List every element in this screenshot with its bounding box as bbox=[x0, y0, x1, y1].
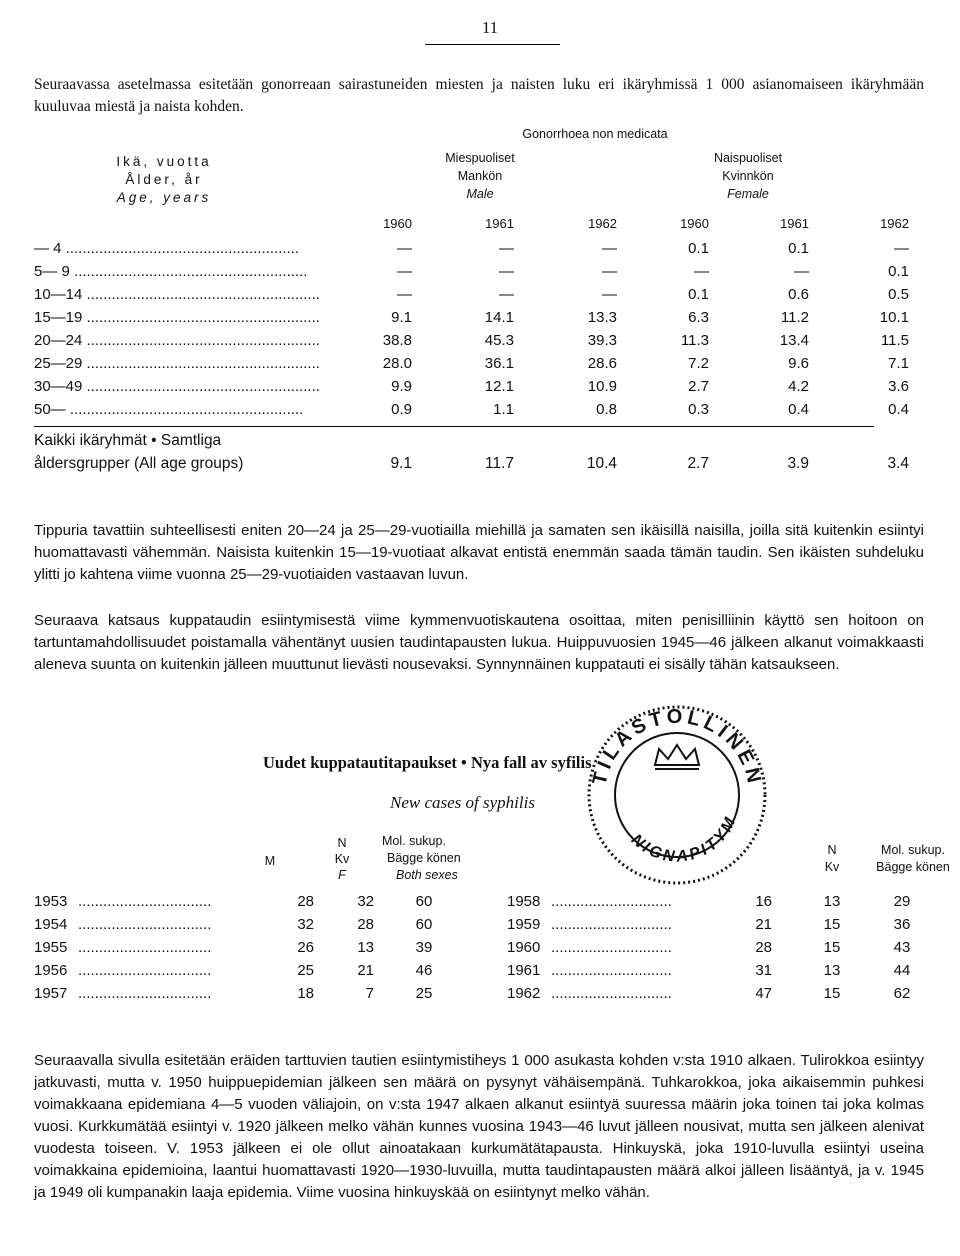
year: 1954 bbox=[34, 916, 68, 933]
cell: 10.4 bbox=[586, 455, 617, 472]
cell: — bbox=[499, 263, 514, 280]
table-row: 1961 ............................. 31 13 44 bbox=[507, 962, 947, 984]
cell: 13.4 bbox=[779, 332, 809, 349]
female-header-fi: Naispuoliset bbox=[713, 151, 783, 165]
cell: — bbox=[602, 240, 617, 257]
year-header: 1962 bbox=[880, 216, 909, 231]
cell: 7.1 bbox=[888, 355, 909, 372]
cell: 3.9 bbox=[787, 455, 809, 472]
age-label: 30—49 ........................................................ bbox=[34, 378, 320, 395]
cell: 4.2 bbox=[788, 378, 809, 395]
cell: — bbox=[602, 263, 617, 280]
cell: 11.3 bbox=[680, 332, 709, 349]
age-header-fi: Ikä, vuotta bbox=[116, 154, 212, 169]
cell: 46 bbox=[415, 962, 433, 979]
male-header-fi: Miespuoliset bbox=[445, 151, 515, 165]
table-row: 1954 ................................ 32 28 60 bbox=[34, 916, 474, 938]
cell: 0.1 bbox=[888, 263, 909, 280]
table-row: 1959 ............................. 21 15 36 bbox=[507, 916, 947, 938]
cell: 62 bbox=[893, 985, 911, 1002]
year: 1958 bbox=[507, 893, 541, 910]
table-row: 1957 ................................ 18 7 25 bbox=[34, 985, 474, 1007]
col-m-header: M bbox=[264, 854, 276, 868]
intro-paragraph: Seuraavassa asetelmassa esitetään gonorreaan sairastuneiden miesten ja naisten luku eri ikäryhmissä 1 000 asianomaiseen ikäryhmään kuuluvaa miestä ja naista kohden. bbox=[34, 76, 924, 115]
page-number: 11 bbox=[481, 18, 499, 37]
cell: 28 bbox=[755, 939, 772, 956]
col-both-header: Both sexes bbox=[396, 868, 458, 882]
col-both-right-header: Mol. sukup. bbox=[881, 843, 945, 857]
year-header-row bbox=[34, 216, 909, 238]
cell: 32 bbox=[297, 916, 314, 933]
cell: 6.3 bbox=[688, 309, 709, 326]
age-label: 5— 9 ........................................................ bbox=[34, 263, 308, 280]
year: 1959 bbox=[507, 916, 541, 933]
library-stamp bbox=[577, 695, 777, 895]
table-row: 1960 ............................. 28 15 43 bbox=[507, 939, 947, 961]
year-header: 1960 bbox=[680, 216, 709, 231]
cell: 14.1 bbox=[484, 309, 514, 326]
paragraph-3: Seuraava katsaus kuppataudin esiintymisestä viime kymmenvuotiskautena osoittaa, miten penisilliinin käyttö sen hoitoon on tartuntamahdollisuudet poistamalla vähentänyt uusien taudintapausten lukua. Huippuvuosien 1945—46 jälkeen alkanut voimakkaasti aleneva suunta on kuitenkin jälleen muuttunut lievästi nousevaksi. Synnynnäinen kuppatauti ei sisälly tähän katsaukseen. bbox=[34, 612, 924, 673]
svg-text:NIGNAPITYM: NIGNAPITYM bbox=[627, 812, 741, 866]
cell: 0.8 bbox=[596, 401, 617, 418]
cell: 12.1 bbox=[484, 378, 514, 395]
paragraph-4: Seuraavalla sivulla esitetään eräiden tarttuvien tautien esiintymistiheys 1 000 asukasta kohden v:sta 1910 alkaen. Tulirokkoa esiintyy jatkuvasti, mutta v. 1950 huippuepidemian jälkeen sen määrä on pysynyt vähäisempänä. Tuhkarokkoa, joka aikaisemmin puhkesi voimakkaana epidemiana 4—5 vuoden väliajoin, on v:sta 1947 alkaen alkanut esiintyä suuressa määrin joka toinen tai joka kolmas vuosi. Kurkkumätää esiintyi v. 1920 jälkeen melko vähän kunnes vuosina 1943—46 luvut jälleen nousivat, mutta sen jälkeen alenivat vuodesta toiseen. V. 1953 jälkeen ei ole ollut ainoatakaan kurkumätätapausta. Hinkuyskä, joka 1910-luvulla esiintyi useina voimakkaina epidemioina, laantui huomattavasti 1920—1930-luvuilla, mutta taudintapausten määrä alkoi jälleen lisääntyä, ja v. 1945 ja 1949 oli kumpanakin laaja epidemia. Viime vuosina hinkuyskää on esiintynyt melko vähän. bbox=[34, 1052, 924, 1201]
cell: 18 bbox=[297, 985, 314, 1002]
cell: 28.0 bbox=[382, 355, 412, 372]
cell: 15 bbox=[823, 939, 841, 956]
male-header-sv: Mankön bbox=[457, 169, 503, 183]
col-both-header: Bägge könen bbox=[387, 851, 461, 865]
age-label: 15—19 ........................................................ bbox=[34, 309, 320, 326]
col-both-right-header: Bägge könen bbox=[876, 860, 950, 874]
table-row bbox=[34, 240, 909, 262]
cell: 9.1 bbox=[390, 455, 412, 472]
cell: — bbox=[602, 286, 617, 303]
cell: 0.5 bbox=[888, 286, 909, 303]
table-row bbox=[34, 309, 909, 331]
cell: 13.3 bbox=[587, 309, 617, 326]
table-row: 1962 ............................. 47 15 62 bbox=[507, 985, 947, 1007]
cell: 32 bbox=[357, 893, 374, 910]
year: 1957 bbox=[34, 985, 68, 1002]
cell: 16 bbox=[755, 893, 772, 910]
table-row: 1953 ................................ 28 32 60 bbox=[34, 893, 474, 915]
cell: 0.4 bbox=[788, 401, 809, 418]
cell: 60 bbox=[415, 916, 433, 933]
cell: 11.7 bbox=[484, 455, 514, 472]
table-row: 1958 ............................. 16 13 29 bbox=[507, 893, 947, 915]
year: 1955 bbox=[34, 939, 68, 956]
svg-text:TILASTOLLINEN: TILASTOLLINEN bbox=[588, 705, 766, 789]
cell: 10.9 bbox=[587, 378, 617, 395]
cell: 25 bbox=[415, 985, 433, 1002]
table-row bbox=[34, 378, 909, 400]
year: 1962 bbox=[507, 985, 541, 1002]
cell: 21 bbox=[755, 916, 772, 933]
total-label-line2: åldersgrupper (All age groups) bbox=[34, 455, 244, 472]
cell: 13 bbox=[823, 893, 841, 910]
cell: 9.6 bbox=[788, 355, 809, 372]
age-header-en: Age, years bbox=[116, 190, 212, 205]
table-row: 1955 ................................ 26 13 39 bbox=[34, 939, 474, 961]
year-header: 1961 bbox=[780, 216, 809, 231]
cell: 28.6 bbox=[587, 355, 617, 372]
year-header: 1961 bbox=[485, 216, 514, 231]
cell: 15 bbox=[823, 916, 841, 933]
age-label: 20—24 ........................................................ bbox=[34, 332, 320, 349]
table1-rule bbox=[34, 426, 874, 427]
year-header: 1962 bbox=[588, 216, 617, 231]
cell: 36 bbox=[893, 916, 911, 933]
cell: 0.6 bbox=[788, 286, 809, 303]
cell: 10.1 bbox=[879, 309, 909, 326]
female-header-sv: Kvinnkön bbox=[722, 169, 774, 183]
cell: 9.9 bbox=[391, 378, 412, 395]
cell: — bbox=[894, 240, 909, 257]
col-n-right-header: N bbox=[827, 843, 837, 857]
cell: 0.1 bbox=[788, 240, 809, 257]
cell: 2.7 bbox=[688, 378, 709, 395]
cell: — bbox=[397, 286, 412, 303]
page-number-rule bbox=[425, 44, 560, 45]
cell: 13 bbox=[823, 962, 841, 979]
cell: — bbox=[499, 286, 514, 303]
table-row bbox=[34, 401, 909, 423]
cell: 25 bbox=[297, 962, 314, 979]
table-row bbox=[34, 263, 909, 285]
cell: 0.1 bbox=[688, 240, 709, 257]
table-row bbox=[34, 332, 909, 354]
paragraph-2: Tippuria tavattiin suhteellisesti eniten 20—24 ja 25—29-vuotiailla miehillä ja samaten sen ikäisillä naisilla, joilla sitä kuitenkin esiintyi huomattavasti vähemmän. Naisista kuitenkin 15—19-vuotiaat alkavat entistä enemmän saada tämän taudin. Sen ikäisten suhdeluku ylitti jo kahtena viime vuonna 25—29-vuotiaiden vastaavan luvun. bbox=[34, 522, 924, 583]
cell: — bbox=[794, 263, 809, 280]
cell: 47 bbox=[755, 985, 772, 1002]
cell: — bbox=[397, 240, 412, 257]
cell: 21 bbox=[357, 962, 374, 979]
female-header-en: Female bbox=[727, 187, 769, 201]
age-label: 25—29 ........................................................ bbox=[34, 355, 320, 372]
total-row bbox=[34, 455, 909, 477]
cell: — bbox=[694, 263, 709, 280]
cell: 0.3 bbox=[688, 401, 709, 418]
cell: — bbox=[397, 263, 412, 280]
cell: 1.1 bbox=[493, 401, 514, 418]
cell: 3.6 bbox=[888, 378, 909, 395]
age-header-sv: Ålder, år bbox=[125, 172, 203, 187]
cell: 3.4 bbox=[887, 455, 909, 472]
year: 1956 bbox=[34, 962, 68, 979]
cell: 0.1 bbox=[688, 286, 709, 303]
col-n-right-header: Kv bbox=[824, 860, 840, 874]
cell: 9.1 bbox=[391, 309, 412, 326]
col-n-header: F bbox=[338, 868, 346, 882]
cell: 2.7 bbox=[687, 455, 709, 472]
col-both-header: Mol. sukup. bbox=[382, 834, 446, 848]
table1-title: Gonorrhoea non medicata bbox=[522, 127, 668, 141]
cell: 28 bbox=[297, 893, 314, 910]
cell: 7.2 bbox=[688, 355, 709, 372]
age-label: — 4 ........................................................ bbox=[34, 240, 300, 257]
cell: 13 bbox=[357, 939, 374, 956]
cell: 39.3 bbox=[587, 332, 617, 349]
cell: 0.9 bbox=[391, 401, 412, 418]
cell: 44 bbox=[893, 962, 911, 979]
cell: 11.5 bbox=[880, 332, 909, 349]
table2-title: Uudet kuppatautitapaukset • Nya fall av syfilis bbox=[263, 753, 592, 772]
cell: 11.2 bbox=[780, 309, 809, 326]
col-n-header: Kv bbox=[334, 852, 350, 866]
male-header-en: Male bbox=[466, 187, 494, 201]
cell: 43 bbox=[893, 939, 911, 956]
cell: 36.1 bbox=[484, 355, 514, 372]
cell: 29 bbox=[893, 893, 911, 910]
total-label-line1: Kaikki ikäryhmät • Samtliga bbox=[34, 432, 222, 449]
cell: 15 bbox=[823, 985, 841, 1002]
cell: 26 bbox=[297, 939, 314, 956]
cell: — bbox=[499, 240, 514, 257]
cell: 7 bbox=[365, 985, 374, 1002]
age-label: 10—14 ........................................................ bbox=[34, 286, 320, 303]
cell: 38.8 bbox=[382, 332, 412, 349]
cell: 31 bbox=[755, 962, 772, 979]
year: 1960 bbox=[507, 939, 541, 956]
table-row: 1956 ................................ 25 21 46 bbox=[34, 962, 474, 984]
year: 1953 bbox=[34, 893, 68, 910]
cell: 0.4 bbox=[888, 401, 909, 418]
table-row bbox=[34, 286, 909, 308]
year: 1961 bbox=[507, 962, 541, 979]
cell: 28 bbox=[357, 916, 374, 933]
table-row bbox=[34, 355, 909, 377]
table2-subtitle: New cases of syphilis bbox=[390, 793, 535, 812]
cell: 39 bbox=[415, 939, 433, 956]
year-header: 1960 bbox=[383, 216, 412, 231]
cell: 45.3 bbox=[484, 332, 514, 349]
age-label: 50— ........................................................ bbox=[34, 401, 304, 418]
col-n-header: N bbox=[337, 836, 347, 850]
cell: 60 bbox=[415, 893, 433, 910]
